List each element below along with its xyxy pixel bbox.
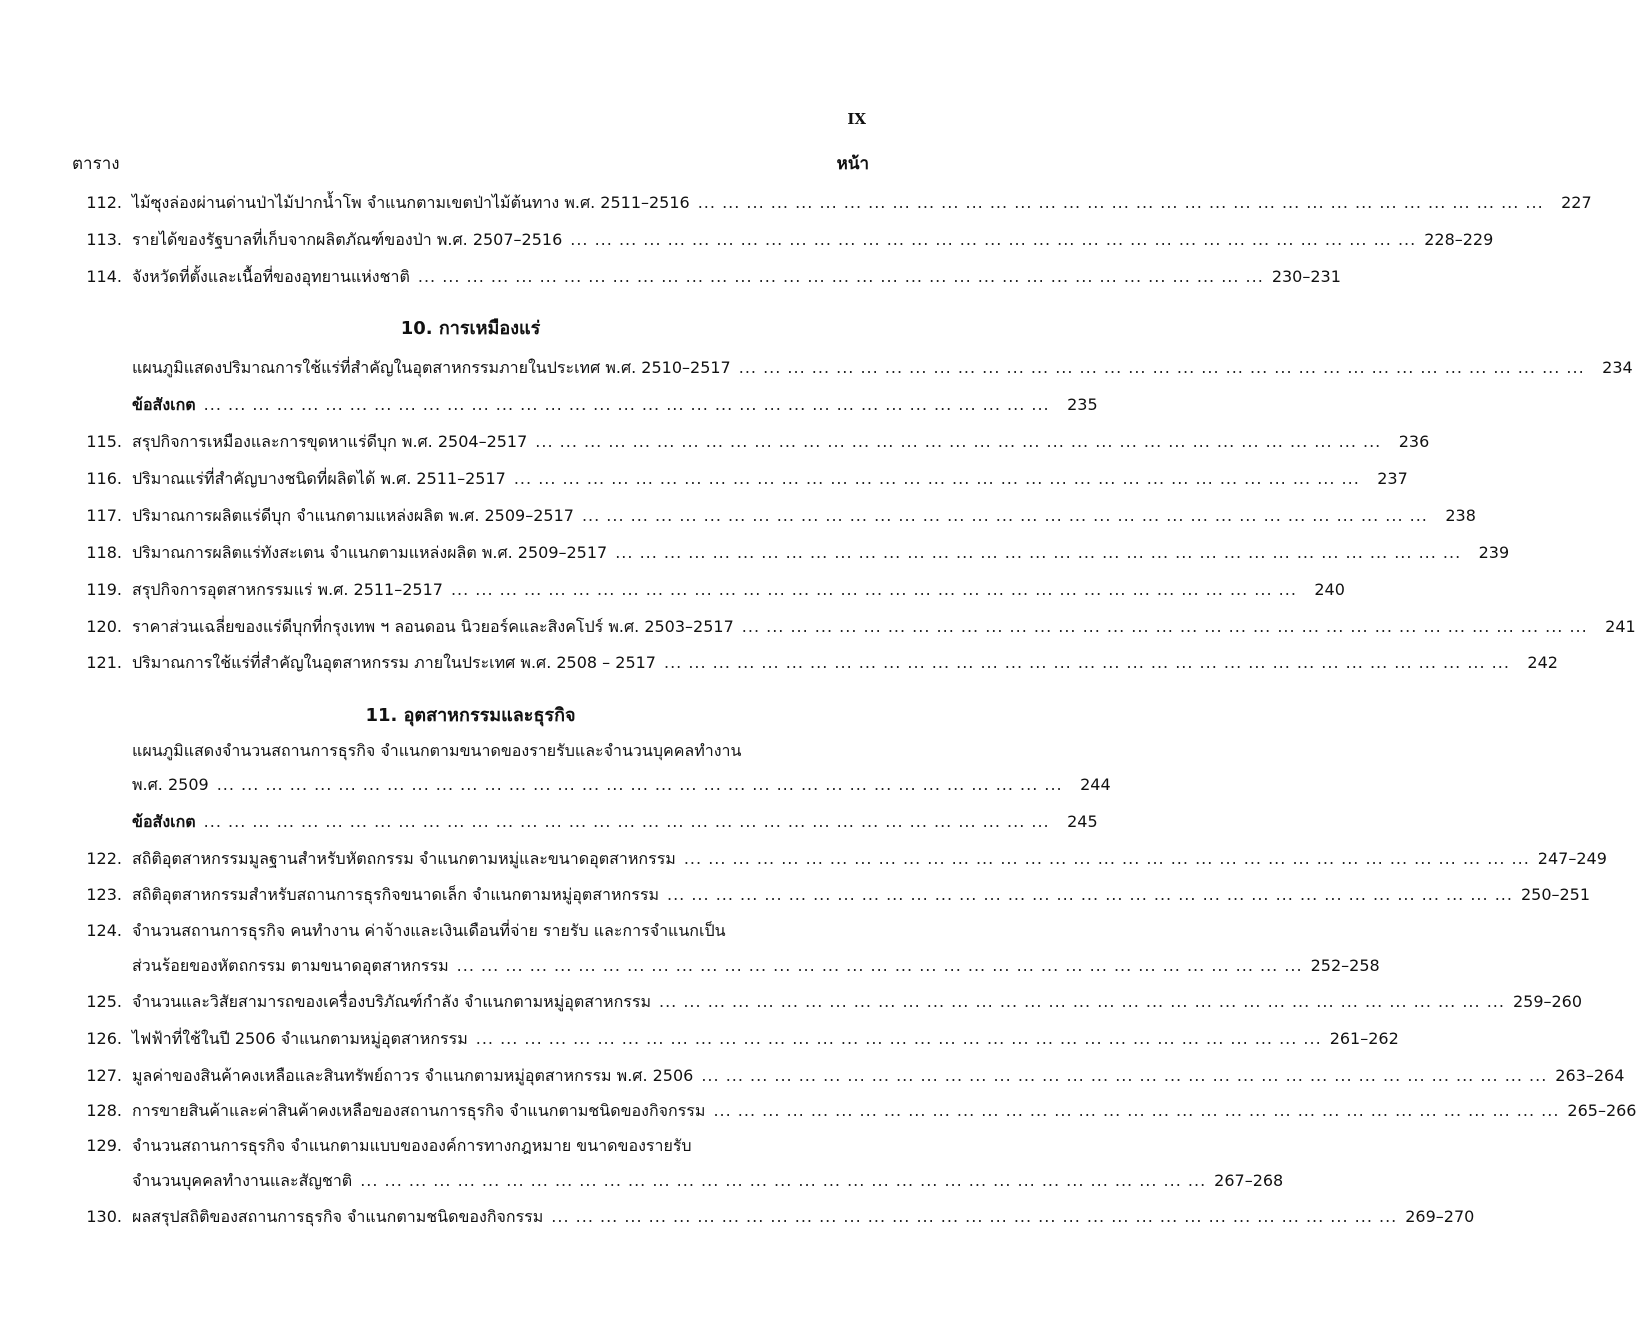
entry-title: ปริมาณการผลิตแร่ทังสะเตน จำแนกตามแหล่งผลิต พ.ศ. 2509–2517	[132, 543, 608, 562]
entry-title: ข้อสังเกต	[132, 812, 196, 831]
leader-dots	[664, 650, 1510, 676]
leader-dots	[535, 429, 1381, 455]
entry-page: 244	[1080, 775, 1111, 794]
section-heading: 10. การเหมืองแร่	[400, 318, 541, 339]
leader-dots	[360, 1168, 1206, 1194]
toc-entry	[72, 264, 1341, 290]
toc-entry	[72, 989, 1583, 1015]
toc-entry	[72, 392, 1098, 418]
toc-entry	[72, 577, 1345, 603]
entry-title: ไม้ซุงล่องผ่านด่านป่าไม้ปากน้ำโพ จำแนกตามเขตป่าไม้ต้นทาง พ.ศ. 2511–2516	[132, 193, 690, 212]
entry-page: 239	[1478, 543, 1510, 562]
leader-dots	[698, 190, 1544, 216]
entry-number: 120.	[86, 617, 122, 636]
toc-entry	[72, 1133, 869, 1159]
leader-dots	[742, 614, 1588, 640]
leader-dots	[701, 1063, 1547, 1089]
leader-dots	[418, 264, 1264, 290]
entry-number: 118.	[86, 543, 122, 562]
entry-page: 265–266	[1567, 1101, 1636, 1120]
entry-number: 117.	[86, 506, 122, 525]
leader-dots	[684, 846, 1530, 872]
entry-page: 240	[1314, 580, 1345, 599]
page-number: IX	[847, 110, 866, 128]
toc-entry-continued	[72, 1168, 1284, 1194]
entry-page: 235	[1067, 395, 1098, 414]
entry-page: 228–229	[1424, 230, 1494, 249]
entry-number: 116.	[86, 469, 122, 488]
entry-page: 234	[1602, 358, 1633, 377]
entry-title: จำนวนและวิสัยสามารถของเครื่องบริภัณฑ์กำลัง จำแนกตามหมู่อุตสาหกรรม	[132, 992, 651, 1011]
entry-title: จำนวนสถานการธุรกิจ จำแนกตามแบบขององค์การทางกฎหมาย ขนาดของรายรับ	[132, 1136, 692, 1155]
entry-page: 250–251	[1520, 885, 1591, 904]
entry-number: 124.	[86, 921, 122, 940]
toc-entry	[72, 918, 869, 944]
entry-title: พ.ศ. 2509	[132, 775, 209, 794]
entry-number: 126.	[86, 1029, 122, 1048]
entry-page: 259–260	[1512, 992, 1583, 1011]
entry-page: 230–231	[1271, 267, 1341, 286]
entry-title: สถิติอุตสาหกรรมสำหรับสถานการธุรกิจขนาดเล็ก จำแนกตามหมู่อุตสาหกรรม	[132, 885, 659, 904]
column-header-page: หน้า	[836, 154, 869, 174]
toc-entry	[72, 429, 1430, 455]
leader-dots	[615, 540, 1461, 566]
entry-title: ไฟฟ้าที่ใช้ในปี 2506 จำแนกตามหมู่อุตสาหกรรม	[132, 1029, 468, 1048]
leader-dots	[713, 1098, 1559, 1124]
leader-dots	[667, 882, 1513, 908]
entry-title: สรุปกิจการอุตสาหกรรมแร่ พ.ศ. 2511–2517	[132, 580, 443, 599]
entry-page: 242	[1527, 653, 1558, 672]
entry-page: 238	[1445, 506, 1476, 525]
leader-dots	[514, 466, 1360, 492]
entry-title: ปริมาณการใช้แร่ที่สำคัญในอุตสาหกรรม ภายในประเทศ พ.ศ. 2508 – 2517	[132, 653, 656, 672]
entry-title: ราคาส่วนเฉลี่ยของแร่ดีบุกที่กรุงเทพ ฯ ลอนดอน นิวยอร์คและสิงคโปร์ พ.ศ. 2503–2517	[132, 617, 734, 636]
leader-dots	[570, 227, 1416, 253]
toc-entry	[72, 809, 1098, 835]
toc-entry	[72, 1204, 1475, 1230]
entry-title: ผลสรุปสถิติของสถานการธุรกิจ จำแนกตามชนิดของกิจกรรม	[132, 1207, 544, 1226]
entry-page: 261–262	[1329, 1029, 1399, 1048]
entry-title: ปริมาณแร่ที่สำคัญบางชนิดที่ผลิตได้ พ.ศ. 2511–2517	[132, 469, 506, 488]
toc-entry-continued	[72, 772, 1111, 798]
entry-number: 114.	[86, 267, 122, 286]
entry-page: 267–268	[1214, 1171, 1284, 1190]
entry-title: ข้อสังเกต	[132, 395, 196, 414]
leader-dots	[551, 1204, 1397, 1230]
entry-number: 129.	[86, 1136, 122, 1155]
leader-dots	[582, 503, 1428, 529]
entry-title: แผนภูมิแสดงปริมาณการใช้แร่ที่สำคัญในอุตสาหกรรมภายในประเทศ พ.ศ. 2510–2517	[132, 358, 731, 377]
entry-title: สรุปกิจการเหมืองและการขุดหาแร่ดีบุก พ.ศ. 2504–2517	[132, 432, 528, 451]
toc-entry-continued	[72, 953, 1380, 979]
entry-page: 245	[1067, 812, 1098, 831]
entry-number: 127.	[86, 1066, 122, 1085]
entry-title: สถิติอุตสาหกรรมมูลฐานสำหรับหัตถกรรม จำแนกตามหมู่และขนาดอุตสาหกรรม	[132, 849, 676, 868]
entry-page: 236	[1398, 432, 1430, 451]
leader-dots	[451, 577, 1297, 603]
entry-number: 122.	[86, 849, 122, 868]
entry-page: 241	[1605, 617, 1636, 636]
leader-dots	[476, 1026, 1322, 1052]
entry-title: แผนภูมิแสดงจำนวนสถานการธุรกิจ จำแนกตามขนาดของรายรับและจำนวนบุคคลทำงาน	[132, 741, 742, 760]
entry-number: 121.	[86, 653, 122, 672]
toc-entry	[72, 1026, 1399, 1052]
entry-title: รายได้ของรัฐบาลที่เก็บจากผลิตภัณฑ์ของป่า พ.ศ. 2507–2516	[132, 230, 563, 249]
entry-number: 119.	[86, 580, 122, 599]
toc-entry	[72, 466, 1408, 492]
leader-dots	[739, 355, 1585, 381]
toc-entry	[72, 540, 1510, 566]
entry-number: 113.	[86, 230, 122, 249]
entry-page: 263–264	[1555, 1066, 1625, 1085]
entry-title: ปริมาณการผลิตแร่ดีบุก จำแนกตามแหล่งผลิต พ.ศ. 2509–2517	[132, 506, 574, 525]
entry-number: 123.	[86, 885, 122, 904]
entry-page: 247–249	[1537, 849, 1607, 868]
toc-entry	[72, 190, 1592, 216]
section-heading: 11. อุตสาหกรรมและธุรกิจ	[365, 705, 576, 726]
toc-entry	[72, 1098, 1636, 1124]
leader-dots	[204, 809, 1050, 835]
toc-entry	[72, 614, 1636, 640]
leader-dots	[659, 989, 1505, 1015]
entry-title: จำนวนสถานการธุรกิจ คนทำงาน ค่าจ้างและเงินเดือนที่จ่าย รายรับ และการจำแนกเป็น	[132, 921, 726, 940]
entry-page: 252–258	[1310, 956, 1380, 975]
entry-title: มูลค่าของสินค้าคงเหลือและสินทรัพย์ถาวร จำแนกตามหมู่อุตสาหกรรม พ.ศ. 2506	[132, 1066, 694, 1085]
leader-dots	[457, 953, 1303, 979]
entry-number: 130.	[86, 1207, 122, 1226]
entry-title: จำนวนบุคคลทำงานและสัญชาติ	[132, 1171, 353, 1190]
toc-entry	[72, 846, 1607, 872]
entry-number: 128.	[86, 1101, 122, 1120]
entry-number: 112.	[86, 193, 122, 212]
entry-number: 125.	[86, 992, 122, 1011]
entry-number: 115.	[86, 432, 122, 451]
entry-title: ส่วนร้อยของหัตถกรรม ตามขนาดอุตสาหกรรม	[132, 956, 449, 975]
toc-entry	[72, 355, 1633, 381]
toc-entry	[72, 738, 869, 764]
toc-entry	[72, 1063, 1625, 1089]
entry-title: จังหวัดที่ตั้งและเนื้อที่ของอุทยานแห่งชาติ	[132, 267, 410, 286]
toc-entry	[72, 882, 1591, 908]
entry-page: 269–270	[1405, 1207, 1475, 1226]
leader-dots	[204, 392, 1050, 418]
toc-entry	[72, 227, 1494, 253]
entry-page: 237	[1377, 469, 1408, 488]
column-header-table: ตาราง	[72, 154, 120, 174]
entry-page: 227	[1561, 193, 1592, 212]
toc-entry	[72, 650, 1558, 676]
entry-title: การขายสินค้าและค่าสินค้าคงเหลือของสถานการธุรกิจ จำแนกตามชนิดของกิจกรรม	[132, 1101, 706, 1120]
leader-dots	[217, 772, 1063, 798]
toc-entry	[72, 503, 1476, 529]
